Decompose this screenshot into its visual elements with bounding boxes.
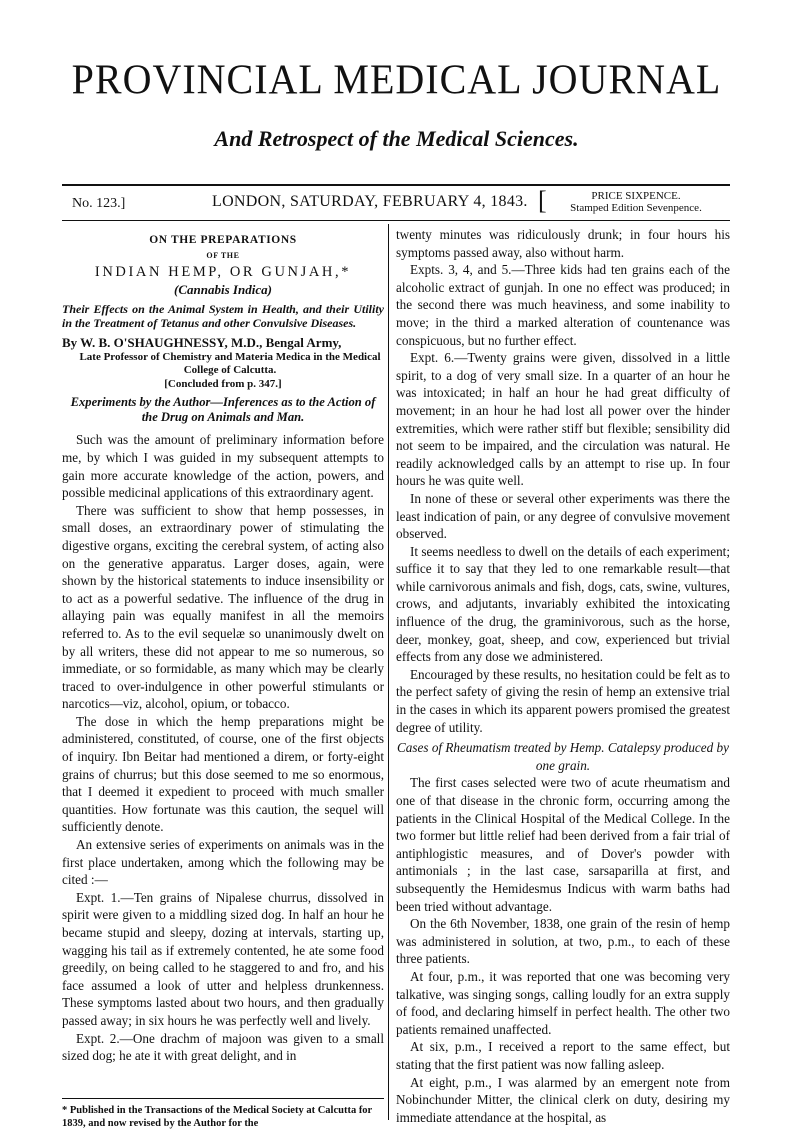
paragraph: It seems needless to dwell on the details of each experiment; suffice it to say that they led to one remarkable result—that while carnivorous animals and fish, dogs, cats, swine, vultures, crows, and adjutants, invariably exhibited the intoxicating influence of the drug, the graminivorous, such as the horse, deer, monkey, goat, sheep, and cow, experienced but trivial effects from any dose we administered. [396,543,730,665]
paragraph: Expts. 3, 4, and 5.—Three kids had ten grains each of the alcoholic extract of gunjah. In one no effect was produced; in the second there was much heaviness, and some inability to move; in the third a marked alteration of countenance was conspicuous, but no further effect. [396,262,730,348]
dateline [62,186,730,220]
paragraph: Such was the amount of preliminary information before me, by which I was guided in my subsequent attempts to gain more accurate knowledge of the action, powers, and possible medicinal applications of this extraordinary agent. [62,432,384,501]
column-divider [388,224,389,1120]
journal-title: PROVINCIAL MEDICAL JOURNAL [71,55,722,104]
article-subheading: Their Effects on the Animal System in Health, and their Utility in the Treatment of Tetanus and other Convulsive Diseases. [62,301,384,331]
paragraph: In none of these or several other experiments was there the least indication of pain, or any degree of convulsive movement observed. [396,490,730,542]
article-heading-3: INDIAN HEMP, OR GUNJAH,* [94,263,352,280]
price-bracket: [ [538,186,547,215]
paragraph: There was sufficient to show that hemp possesses, in small doses, an extraordinary power of stimulating the digestive organs, exciting the cerebral system, of acting also on the generative apparatus. Larger doses, again, were shown by the historical statements to induce insensibility or to act as a powerful sedative. The influence of the drug in allaying pain was equally manifest in all the memoirs referred to. As to the evil sequelæ so unanimously dwelt on by all writers, these did not appear to me so numerous, so immediate, or so formidable, as many which may be clearly traced to over-indulgence in other powerful stimulants or narcotics—viz, alcohol, opium, or tobacco. [62,502,384,712]
header-rule-top [62,184,730,186]
author-byline: By W. B. O'SHAUGHNESSY, M.D., Bengal Army, [62,334,342,350]
paragraph: The dose in which the hemp preparations might be administered, constituted, of course, one of the first objects of inquiry. Ibn Beitar had mentioned a direm, or forty-eight grains of churrus; but this dose seemed to me so enormous, that I deemed it expedient to proceed with much smaller quantities. How fortunate was this caution, the sequel will sufficiently denote. [62,713,384,835]
paragraph: At eight, p.m., I was alarmed by an emergent note from Nobinchunder Mitter, the clinical clerk on duty, desiring my immediate attendance at the hospital, as [396,1074,730,1125]
continuation-note: [Concluded from p. 347.] [164,378,282,391]
section-heading-rheumatism: Cases of Rheumatism treated by Hemp. Catalepsy produced by one grain. [397,740,729,773]
article-heading-1: ON THE PREPARATIONS [149,234,297,246]
author-affiliation: Late Professor of Chemistry and Materia Medica in the Medical College of Calcutta. [79,351,381,377]
article-heading-4: (Cannabis Indica) [174,282,272,298]
article-heading-2: OF THE [206,250,240,260]
section-heading-experiments: Experiments by the Author—Inferences as to the Action of the Drug on Animals and Man. [70,395,376,425]
stamped-price-label: Stamped Edition Sevenpence. [570,202,702,214]
paragraph: Expt. 1.—Ten grains of Nipalese churrus, dissolved in spirit were given to a middling sized dog. In half an hour he became stupid and sleepy, dozing at intervals, starting up, wagging his tail as if extremely contented, he ate some food greedily, on being called to he staggered to and fro, and his face assumed a look of utter and helpless drunkenness. These symptoms lasted about two hours, and then gradually passed away; in six hours he was perfectly well and lively. [62,889,384,1028]
paragraph: On the 6th November, 1838, one grain of the resin of hemp was administered in solution, at two, p.m., to each of these three patients. [396,916,730,967]
price-label: PRICE SIXPENCE. [591,190,681,202]
header-rule-bottom [62,220,730,221]
paragraph: Expt. 6.—Twenty grains were given, dissolved in a little spirit, to a dog of very small size. In a quarter of an hour he was intoxicated; in half an hour he had great difficulty of movement; in an hour he had lost all power over the hinder extremities, which were rather stiff but flexible; sensibility did not seem to be impaired, and the circulation was natural. He readily acknowledged calls by an attempt to rise up. In four hours he was quite well. [396,350,730,489]
paragraph: At four, p.m., it was reported that one was becoming very talkative, was singing songs, calling loudly for an extra supply of food, and declaring himself in perfect health. The other two patients remained unaffected. [396,968,730,1037]
paragraph: The first cases selected were two of acute rheumatism and one of that disease in the chronic form, occurring among the patients in the Clinical Hospital of the Medical College. In the two former but little relief had been derived from a fair trial of antiphlogistic measures, and of Dover's powder with antimonials ; in the last case, sarsaparilla at first, and subsequently the Hemidesmus Indicus with warm baths had been tried without advantage. [396,775,730,914]
paragraph: twenty minutes was ridiculously drunk; in four hours his symptoms passed away, also without harm. [396,227,730,260]
footnote: * Published in the Transactions of the Medical Society at Calcutta for 1839, and now revised by the Author for the [62,1105,373,1129]
left-column [62,228,384,1065]
paragraph: An extensive series of experiments on animals was in the first place undertaken, among which the following may be cited :— [62,837,384,888]
right-column [396,226,730,1126]
price-box [548,190,724,214]
paragraph: Expt. 2.—One drachm of majoon was given to a small sized dog; he ate it with great delight, and in [62,1030,384,1064]
paragraph: Encouraged by these results, no hesitation could be felt as to the perfect safety of giving the resin of hemp an extensive trial in the cases in which its apparent powers promised the greatest degree of utility. [396,666,730,735]
journal-subtitle: And Retrospect of the Medical Sciences. [214,126,579,151]
footnote-rule [62,1098,384,1099]
paragraph: At six, p.m., I received a report to the same effect, but stating that the first patient was now falling asleep. [396,1039,730,1072]
issue-number: No. 123.] [72,196,126,211]
issue-date: LONDON, SATURDAY, FEBRUARY 4, 1843. [212,193,528,210]
